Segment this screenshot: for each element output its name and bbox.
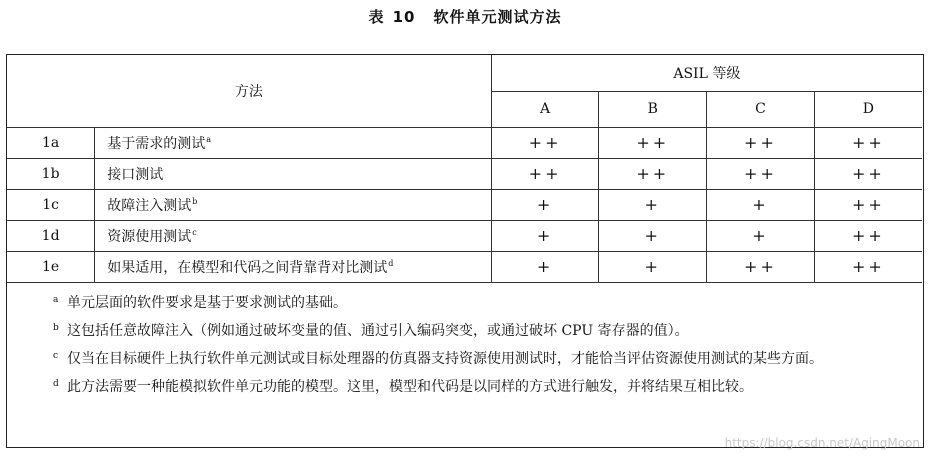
value-d: ++ xyxy=(814,251,922,282)
table-row xyxy=(7,127,922,158)
method-header: 方法 xyxy=(7,55,491,127)
value-d: ++ xyxy=(814,189,922,220)
table-row xyxy=(7,158,922,189)
table-frame xyxy=(6,54,924,448)
method-name: 基于需求的测试 xyxy=(107,135,206,152)
footnote-c xyxy=(7,347,922,371)
value-d: ++ xyxy=(814,127,922,158)
footnote-d xyxy=(7,375,922,399)
row-method xyxy=(95,189,492,220)
row-id: 1b xyxy=(7,158,95,189)
value-a: + xyxy=(491,251,599,282)
title-prefix: 表 xyxy=(368,8,385,26)
row-method xyxy=(95,251,492,282)
watermark: https://blog.csdn.net/AgingMoon xyxy=(724,436,920,450)
value-c: + xyxy=(707,220,815,251)
level-d: D xyxy=(814,92,922,128)
footnote-mark: b xyxy=(53,323,59,333)
footnote-text: 仅当在目标硬件上执行软件单元测试或目标处理器的仿真器支持资源使用测试时，才能恰当评估资源使用测试的某些方面。 xyxy=(67,351,823,367)
value-b: + xyxy=(599,251,707,282)
table-title xyxy=(0,6,930,27)
row-id: 1d xyxy=(7,220,95,251)
value-c: ++ xyxy=(707,158,815,189)
value-b: ++ xyxy=(599,127,707,158)
level-b: B xyxy=(599,92,707,128)
footnote-ref: d xyxy=(388,258,394,268)
value-c: ++ xyxy=(707,251,815,282)
footnote-ref: a xyxy=(206,134,211,144)
row-method xyxy=(95,158,492,189)
asil-header: ASIL 等级 xyxy=(491,55,922,92)
row-method xyxy=(95,127,492,158)
table-row xyxy=(7,220,922,251)
footnote-mark: a xyxy=(53,295,59,305)
footnote-mark: c xyxy=(53,351,59,361)
table-row xyxy=(7,251,922,282)
value-d: ++ xyxy=(814,220,922,251)
footnote-mark: d xyxy=(53,379,59,389)
row-id: 1a xyxy=(7,127,95,158)
title-number: 10 xyxy=(392,8,416,26)
method-name: 接口测试 xyxy=(107,166,164,183)
value-b: + xyxy=(599,220,707,251)
footnote-text: 单元层面的软件要求是基于要求测试的基础。 xyxy=(67,295,347,311)
methods-table xyxy=(7,55,922,283)
value-c: + xyxy=(707,189,815,220)
method-name: 故障注入测试 xyxy=(107,197,192,214)
value-d: ++ xyxy=(814,158,922,189)
method-name: 资源使用测试 xyxy=(107,228,192,245)
value-c: ++ xyxy=(707,127,815,158)
row-id: 1e xyxy=(7,251,95,282)
level-c: C xyxy=(707,92,815,128)
table-row xyxy=(7,189,922,220)
method-name: 如果适用，在模型和代码之间背靠背对比测试 xyxy=(107,259,388,276)
value-b: ++ xyxy=(599,158,707,189)
footnote-text: 此方法需要一种能模拟软件单元功能的模型。这里，模型和代码是以同样的方式进行触发，并将结果互相比较。 xyxy=(67,379,753,395)
value-a: + xyxy=(491,189,599,220)
value-b: + xyxy=(599,189,707,220)
row-method xyxy=(95,220,492,251)
title-text: 软件单元测试方法 xyxy=(433,8,562,26)
footnote-text: 这包括任意故障注入（例如通过破坏变量的值、通过引入编码突变，或通过破坏 CPU 寄存器的值）。 xyxy=(67,323,689,339)
value-a: ++ xyxy=(491,127,599,158)
footnote-ref: b xyxy=(192,196,198,206)
value-a: ++ xyxy=(491,158,599,189)
footnote-ref: c xyxy=(192,227,197,237)
footnote-a xyxy=(7,291,922,315)
value-a: + xyxy=(491,220,599,251)
footnote-b xyxy=(7,319,922,343)
footnotes xyxy=(7,287,922,399)
level-a: A xyxy=(491,92,599,128)
row-id: 1c xyxy=(7,189,95,220)
